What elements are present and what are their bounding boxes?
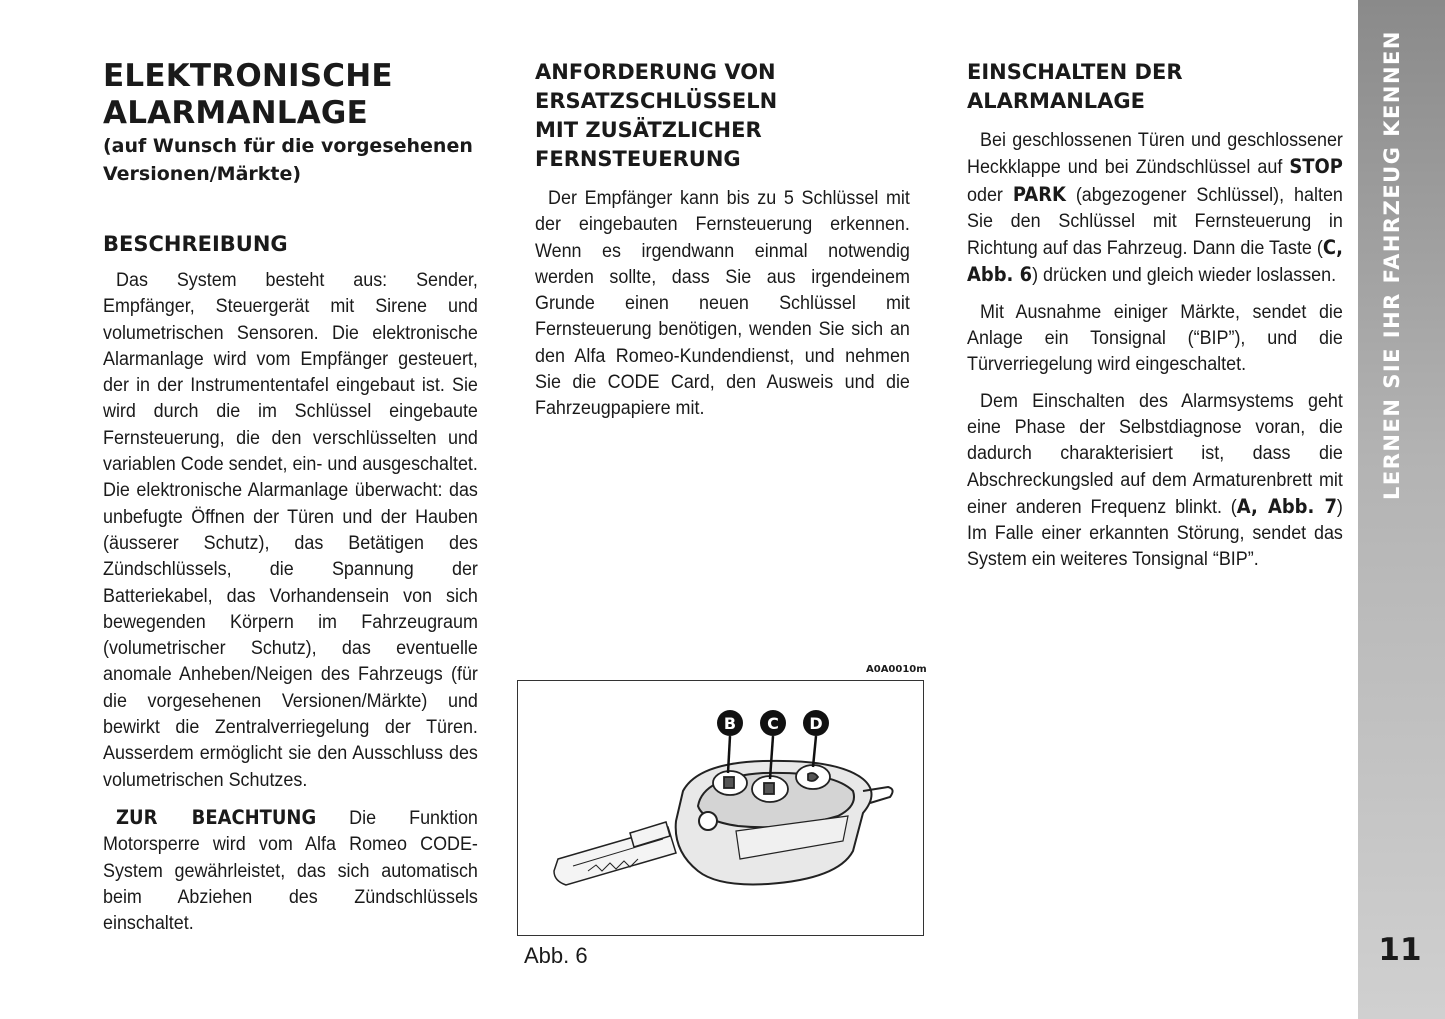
column-activate-alarm — [967, 58, 1343, 574]
heading-beschreibung: BESCHREIBUNG — [103, 232, 288, 256]
paragraph-self-diagnosis: Dem Einschalten des Alarmsystems geht eine Phase der Selbstdiagnose voran, die dadurch charakterisiert ist, dass die Abschreckungsled auf dem Armaturenbrett mit einer anderen Frequenz blinkt. (A, Abb. 7) Im Falle einer erkannten Störung, sendet das System ein weiteres Tonsignal “BIP”. — [967, 390, 1343, 571]
callout-labels — [717, 710, 829, 736]
key-blade — [554, 822, 676, 885]
paragraph-beep: Mit Ausnahme einiger Märkte, sendet die Anlage ein Tonsignal (“BIP”), und die Türverriegelung wird eingeschaltet. — [967, 301, 1343, 376]
title-line-2: ALARMANLAGE — [103, 95, 368, 131]
trunk-icon — [808, 773, 818, 781]
page-title — [103, 58, 478, 132]
note-label: ZUR BEACHTUNG — [116, 805, 317, 829]
label-b: B — [723, 714, 737, 733]
label-d: D — [809, 714, 823, 733]
heading-spare-keys: ANFORDERUNG VON ERSATZSCHLÜSSELN MIT ZUSÄTZLICHER FERNSTEUERUNG — [535, 60, 778, 171]
figure-code: A0A0010m — [866, 664, 927, 675]
paragraph-description: Das System besteht aus: Sender, Empfänger, Steuergerät mit Sirene und volumetrischen Sensoren. Die elektronische Alarmanlage wird vom Empfänger gesteuert, der in der Instrumententafel eingebaut ist. Sie wird durch die im Schlüssel eingebaute Fernsteuerung, die den verschlüsselten und variablen Code sendet, ein- und ausgeschaltet. Die elektronische Alarmanlage überwacht: das unbefugte Öffnen der Türen und der Hauben (äusserer Schutz), das Betätigen des Zündschlüssels, die Spannung der Batteriekabel, das Vorhandensein von sich bewegenden Körpern im Fahrzeugraum (volumetrischer Schutz), das eventuelle anomale Anheben/Neigen des Fahrzeugs (für die vorgesehenen Versionen/Märkte) und bewirkt die Zentralverriegelung der Türen. Ausserdem ermöglicht sie den Ausschluss des volumetrischen Schutzes. — [103, 270, 478, 791]
chapter-title: LERNEN SIE IHR FAHRZEUG KENNEN — [1380, 30, 1404, 500]
figure-caption: Abb. 6 — [524, 943, 588, 968]
label-c: C — [767, 714, 779, 733]
heading-activate-alarm: EINSCHALTEN DER ALARMANLAGE — [967, 60, 1183, 113]
paragraph-note: ZUR BEACHTUNG Die Funktion Motorsperre wird vom Alfa Romeo CODE-System gewährleistet, das sich automatisch beim Abziehen des Zündschlüssels einschaltet. — [103, 805, 478, 935]
paragraph-activation: Bei geschlossenen Türen und geschlossener Heckklappe und bei Zündschlüssel auf STOP oder PARK (abgezogener Schlüssel), halten Sie den Schlüssel mit Fernsteuerung in Richtung auf das Fahrzeug. Dann die Taste (C, Abb. 6) drücken und gleich wieder loslassen. — [967, 130, 1343, 287]
column-spare-keys — [535, 58, 910, 423]
figure-key-remote — [517, 680, 924, 936]
lock-icon — [724, 777, 734, 788]
column-alarm-description — [103, 58, 478, 937]
key-remote-illustration — [518, 681, 922, 934]
title-line-1: ELEKTRONISCHE — [103, 58, 393, 94]
remote-body — [676, 761, 893, 885]
unlock-icon — [764, 783, 774, 794]
page-number: 11 — [1378, 932, 1422, 968]
paragraph-spare-keys: Der Empfänger kann bis zu 5 Schlüssel mit der eingebauten Fernsteuerung erkennen. Wenn es irgendwann einmal notwendig werden sollte, dass Sie aus irgendeinem Grunde einen neuen Schlüssel mit Fernsteuerung benötigen, wenden Sie sich an den Alfa Romeo-Kundendienst, und nehmen Sie die CODE Card, den Ausweis und die Fahrzeugpapiere mit. — [535, 188, 910, 420]
page-subtitle: (auf Wunsch für die vorgesehenen Versionen/Märkte) — [103, 135, 473, 185]
